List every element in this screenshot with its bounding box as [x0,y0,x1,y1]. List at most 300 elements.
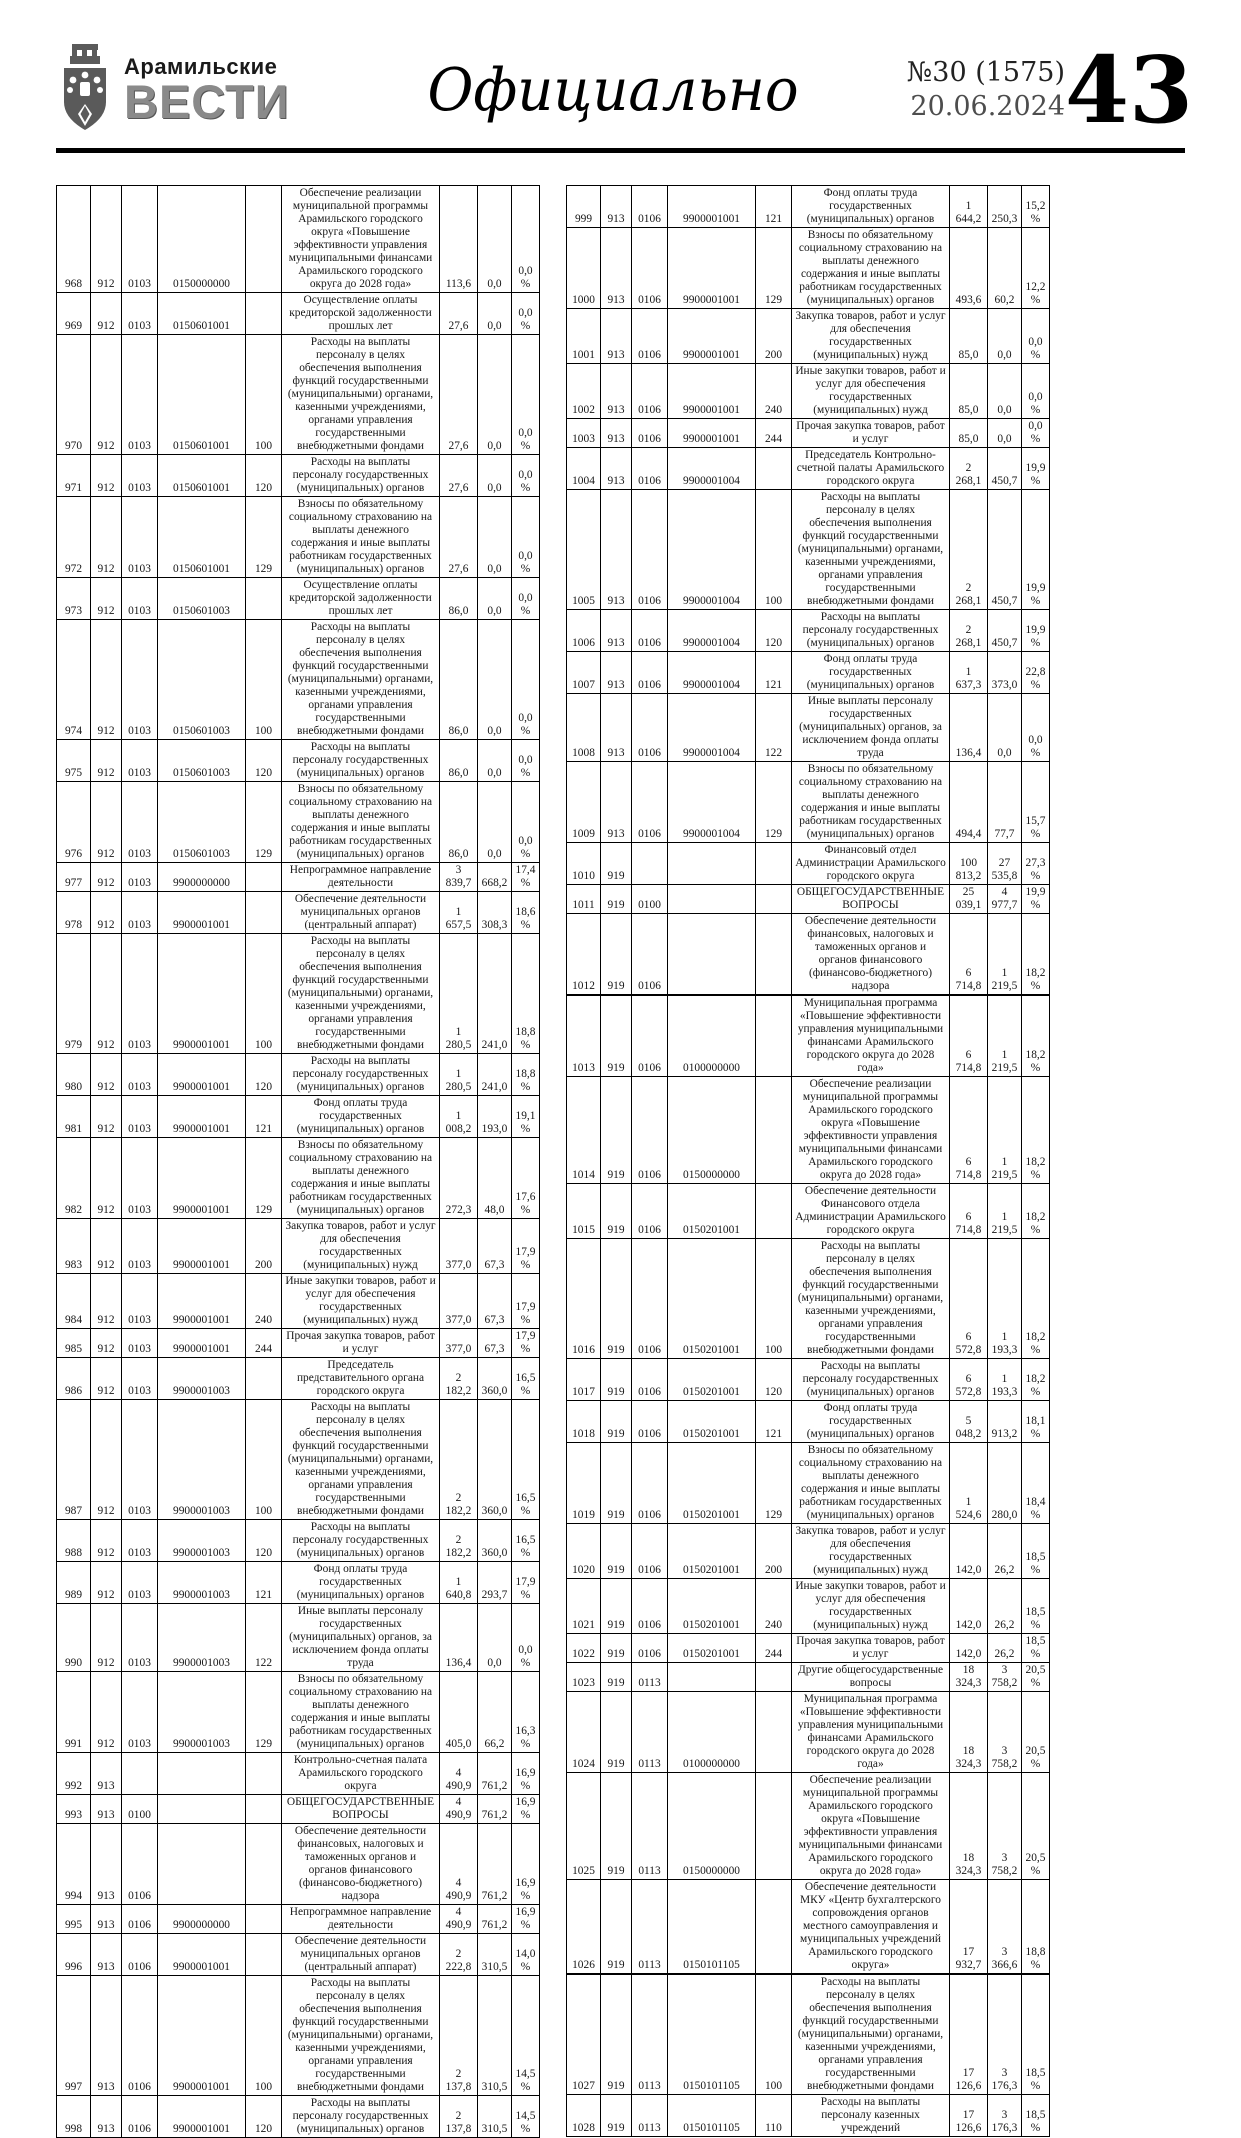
table-row [57,455,540,497]
expense-name: Обеспечение реализации муниципальной программы Арамильского городского округа «Повышение эффективности управления муниципальными финансами Арамильского городского округа до 2028 года» [282,186,440,293]
executed-amount: 761,2 [478,1824,512,1905]
plan-amount: 85,0 [950,309,988,364]
row-number: 1004 [567,448,601,490]
expense-name: Иные выплаты персоналу государственных (муниципальных) органов, за исключением фонда оплаты труда [792,694,950,762]
percent-executed: 19,1% [512,1096,540,1138]
percent-executed: 20,5% [1022,1663,1050,1692]
grbs-code: 913 [601,652,632,694]
executed-amount: 66,2 [478,1672,512,1753]
grbs-code: 913 [601,228,632,309]
expense-type-code: 244 [756,419,792,448]
plan-amount: 405,0 [440,1672,478,1753]
executed-amount: 0,0 [478,782,512,863]
executed-amount: 0,0 [988,419,1022,448]
grbs-code: 919 [601,1579,632,1634]
expense-type-code [246,1795,282,1824]
row-number: 968 [57,186,91,293]
grbs-code: 912 [91,455,122,497]
section-code: 0113 [632,1663,668,1692]
grbs-code: 919 [601,1239,632,1359]
percent-executed: 18,2% [1022,1077,1050,1184]
expense-name: Расходы на выплаты персоналу в целях обеспечения выполнения функций государственными (муниципальными) органами, казенными учреждениями, органами управления государственными внебюджетными фондами [282,620,440,740]
grbs-code: 912 [91,620,122,740]
grbs-code: 913 [91,1795,122,1824]
target-article-code: 0100000000 [668,995,756,1077]
row-number: 985 [57,1329,91,1358]
row-number: 992 [57,1753,91,1795]
percent-executed: 18,5% [1022,1524,1050,1579]
expense-type-code: 240 [756,1579,792,1634]
expense-name: Взносы по обязательному социальному страхованию на выплаты денежного содержания и иные выплаты работникам государственных (муниципальных) органов [282,782,440,863]
section-code: 0103 [122,1358,158,1400]
row-number: 1020 [567,1524,601,1579]
target-article-code: 0150201001 [668,1184,756,1239]
table-row [567,309,1050,364]
row-number: 969 [57,293,91,335]
plan-amount: 2 268,1 [950,448,988,490]
grbs-code: 912 [91,740,122,782]
percent-executed: 16,5% [512,1358,540,1400]
section-code [632,843,668,885]
row-number: 979 [57,934,91,1054]
percent-executed: 18,2% [1022,914,1050,996]
target-article-code: 0100000000 [668,1692,756,1773]
grbs-code: 913 [601,309,632,364]
grbs-code: 919 [601,914,632,996]
table-row [567,843,1050,885]
table-row [57,578,540,620]
target-article-code: 9900001003 [158,1520,246,1562]
expense-name: Расходы на выплаты персоналу государственных (муниципальных) органов [282,1520,440,1562]
expense-type-code: 129 [246,1672,282,1753]
expense-type-code [756,1077,792,1184]
table-row [57,934,540,1054]
grbs-code: 913 [91,1934,122,1976]
table-row [567,1401,1050,1443]
section-title: Официально [427,55,799,125]
grbs-code: 919 [601,1663,632,1692]
percent-executed: 18,1% [1022,1401,1050,1443]
expense-name: Контрольно-счетная палата Арамильского городского округа [282,1753,440,1795]
target-article-code: 0150000000 [668,1773,756,1880]
executed-amount: 27 535,8 [988,843,1022,885]
table-row [57,1824,540,1905]
percent-executed: 17,9% [512,1562,540,1604]
target-article-code: 9900001001 [158,2096,246,2138]
grbs-code: 912 [91,1329,122,1358]
table-row [567,995,1050,1077]
row-number: 1007 [567,652,601,694]
expense-name: Расходы на выплаты персоналу в целях обеспечения выполнения функций государственными (муниципальными) органами, казенными учреждениями, органами управления государственными внебюджетными фондами [792,1239,950,1359]
plan-amount: 86,0 [440,620,478,740]
percent-executed: 19,9% [1022,885,1050,914]
grbs-code: 913 [601,364,632,419]
plan-amount: 6 572,8 [950,1359,988,1401]
budget-table-right [566,185,1050,2137]
target-article-code: 9900001001 [158,934,246,1054]
row-number: 1003 [567,419,601,448]
budget-table-left [56,185,540,2138]
grbs-code: 919 [601,1359,632,1401]
plan-amount: 27,6 [440,497,478,578]
grbs-code: 913 [91,1824,122,1905]
target-article-code: 0150601003 [158,740,246,782]
plan-amount: 85,0 [950,364,988,419]
executed-amount: 0,0 [988,694,1022,762]
table-row [567,1077,1050,1184]
target-article-code: 9900001001 [158,1096,246,1138]
row-number: 1027 [567,1974,601,2095]
expense-type-code [756,843,792,885]
row-number: 988 [57,1520,91,1562]
expense-name: Расходы на выплаты персоналу государственных (муниципальных) органов [792,1359,950,1401]
expense-name: Прочая закупка товаров, работ и услуг [282,1329,440,1358]
target-article-code: 9900001003 [158,1400,246,1520]
section-code: 0106 [632,1077,668,1184]
plan-amount: 18 324,3 [950,1692,988,1773]
percent-executed: 0,0% [512,335,540,455]
expense-type-code: 122 [246,1604,282,1672]
section-code: 0106 [632,1359,668,1401]
table-row [567,694,1050,762]
expense-name: Закупка товаров, работ и услуг для обеспечения государственных (муниципальных) нужд [282,1219,440,1274]
executed-amount: 1 219,5 [988,995,1022,1077]
target-article-code: 0150000000 [668,1077,756,1184]
grbs-code: 912 [91,1604,122,1672]
grbs-code: 919 [601,1634,632,1663]
percent-executed: 0,0% [512,782,540,863]
plan-amount: 6 714,8 [950,995,988,1077]
expense-name: Прочая закупка товаров, работ и услуг [792,419,950,448]
grbs-code: 912 [91,1138,122,1219]
percent-executed: 18,8% [1022,1880,1050,1975]
grbs-code: 912 [91,782,122,863]
section-code: 0106 [632,1239,668,1359]
percent-executed: 18,6% [512,892,540,934]
section-code: 0113 [632,2095,668,2137]
plan-amount: 142,0 [950,1524,988,1579]
table-row [57,1219,540,1274]
table-row [567,610,1050,652]
target-article-code: 0150101105 [668,1974,756,2095]
expense-type-code [756,885,792,914]
row-number: 1022 [567,1634,601,1663]
section-code: 0103 [122,934,158,1054]
target-article-code: 0150601001 [158,335,246,455]
executed-amount: 193,0 [478,1096,512,1138]
grbs-code: 912 [91,934,122,1054]
percent-executed: 17,9% [512,1274,540,1329]
executed-amount: 48,0 [478,1138,512,1219]
expense-name: Обеспечение реализации муниципальной программы Арамильского городского округа «Повышение эффективности управления муниципальными финансами Арамильского городского округа до 2028 года» [792,1077,950,1184]
percent-executed: 18,8% [512,934,540,1054]
section-code: 0106 [632,364,668,419]
section-code: 0113 [632,1880,668,1975]
plan-amount: 1 524,6 [950,1443,988,1524]
executed-amount: 310,5 [478,2096,512,2138]
row-number: 987 [57,1400,91,1520]
expense-type-code: 121 [756,1401,792,1443]
expense-name: Расходы на выплаты персоналу государственных (муниципальных) органов [792,610,950,652]
row-number: 1014 [567,1077,601,1184]
table-row [567,1579,1050,1634]
percent-executed: 0,0% [512,455,540,497]
target-article-code: 9900001004 [668,652,756,694]
expense-type-code: 100 [756,490,792,610]
grbs-code: 912 [91,1672,122,1753]
target-article-code [668,914,756,996]
expense-name: Взносы по обязательному социальному страхованию на выплаты денежного содержания и иные выплаты работникам государственных (муниципальных) органов [792,228,950,309]
expense-name: Непрограммное направление деятельности [282,863,440,892]
row-number: 1025 [567,1773,601,1880]
section-code: 0106 [632,1524,668,1579]
executed-amount: 4 977,7 [988,885,1022,914]
executed-amount: 0,0 [478,497,512,578]
row-number: 977 [57,863,91,892]
expense-name: Обеспечение деятельности муниципальных органов (центральный аппарат) [282,1934,440,1976]
expense-type-code [246,863,282,892]
plan-amount: 2 182,2 [440,1400,478,1520]
table-row [567,1663,1050,1692]
expense-type-code: 121 [756,652,792,694]
percent-executed: 22,8% [1022,652,1050,694]
expense-name: Председатель представительного органа городского округа [282,1358,440,1400]
executed-amount: 77,7 [988,762,1022,843]
executed-amount: 3 366,6 [988,1880,1022,1975]
executed-amount: 373,0 [988,652,1022,694]
expense-type-code [756,1692,792,1773]
target-article-code: 9900001003 [158,1672,246,1753]
row-number: 1028 [567,2095,601,2137]
target-article-code: 9900001003 [158,1562,246,1604]
expense-type-code: 129 [246,782,282,863]
target-article-code: 9900001001 [668,186,756,228]
table-row [567,1773,1050,1880]
row-number: 997 [57,1976,91,2096]
grbs-code: 912 [91,1562,122,1604]
plan-amount: 1 008,2 [440,1096,478,1138]
grbs-code: 919 [601,1443,632,1524]
section-code: 0106 [632,186,668,228]
percent-executed: 0,0% [512,497,540,578]
executed-amount: 67,3 [478,1274,512,1329]
section-code: 0113 [632,1974,668,2095]
expense-name: Расходы на выплаты персоналу казенных учреждений [792,2095,950,2137]
row-number: 1021 [567,1579,601,1634]
row-number: 982 [57,1138,91,1219]
section-code: 0106 [632,448,668,490]
section-code: 0103 [122,892,158,934]
target-article-code: 0150601003 [158,620,246,740]
expense-name: Муниципальная программа «Повышение эффективности управления муниципальными финансами Арамильского городского округа до 2028 года» [792,1692,950,1773]
target-article-code [668,1663,756,1692]
issue-number: №30 (1575) [906,57,1065,89]
table-row [567,1634,1050,1663]
section-code: 0100 [632,885,668,914]
target-article-code: 9900001003 [158,1358,246,1400]
plan-amount: 17 126,6 [950,2095,988,2137]
table-row [567,448,1050,490]
expense-type-code [246,1905,282,1934]
expense-type-code [756,914,792,996]
executed-amount: 761,2 [478,1753,512,1795]
percent-executed: 18,5% [1022,2095,1050,2137]
executed-amount: 26,2 [988,1524,1022,1579]
percent-executed: 17,4% [512,863,540,892]
plan-amount: 27,6 [440,335,478,455]
table-row [57,1274,540,1329]
plan-amount: 86,0 [440,740,478,782]
grbs-code: 919 [601,1880,632,1975]
percent-executed: 16,5% [512,1520,540,1562]
expense-name: Расходы на выплаты персоналу государственных (муниципальных) органов [282,2096,440,2138]
target-article-code: 9900001004 [668,490,756,610]
target-article-code: 9900000000 [158,1905,246,1934]
expense-name: Расходы на выплаты персоналу в целях обеспечения выполнения функций государственными (муниципальными) органами, казенными учреждениями, органами управления государственными внебюджетными фондами [792,1974,950,2095]
expense-name: ОБЩЕГОСУДАРСТВЕННЫЕ ВОПРОСЫ [282,1795,440,1824]
executed-amount: 0,0 [478,335,512,455]
coat-of-arms-icon [56,42,114,139]
plan-amount: 142,0 [950,1634,988,1663]
row-number: 1019 [567,1443,601,1524]
expense-name: Расходы на выплаты персоналу в целях обеспечения выполнения функций государственными (муниципальными) органами, казенными учреждениями, органами управления государственными внебюджетными фондами [282,1976,440,2096]
percent-executed: 12,2% [1022,228,1050,309]
grbs-code: 913 [91,1753,122,1795]
row-number: 990 [57,1604,91,1672]
target-article-code [158,1795,246,1824]
section-code: 0103 [122,1520,158,1562]
expense-type-code [756,1880,792,1975]
percent-executed: 19,9% [1022,610,1050,652]
row-number: 1008 [567,694,601,762]
expense-name: Осуществление оплаты кредиторской задолженности прошлых лет [282,293,440,335]
target-article-code: 9900001001 [158,1138,246,1219]
table-row [57,863,540,892]
table-row [567,1443,1050,1524]
expense-name: Расходы на выплаты персоналу в целях обеспечения выполнения функций государственными (муниципальными) органами, казенными учреждениями, органами управления государственными внебюджетными фондами [282,335,440,455]
percent-executed: 17,9% [512,1329,540,1358]
row-number: 1006 [567,610,601,652]
row-number: 1005 [567,490,601,610]
row-number: 1002 [567,364,601,419]
grbs-code: 913 [91,2096,122,2138]
plan-amount: 1 280,5 [440,934,478,1054]
expense-type-code: 100 [246,335,282,455]
plan-amount: 1 640,8 [440,1562,478,1604]
expense-name: Закупка товаров, работ и услуг для обеспечения государственных (муниципальных) нужд [792,309,950,364]
executed-amount: 0,0 [988,309,1022,364]
expense-name: Иные закупки товаров, работ и услуг для обеспечения государственных (муниципальных) нужд [792,364,950,419]
table-row [57,740,540,782]
expense-type-code: 129 [246,497,282,578]
expense-type-code [246,186,282,293]
grbs-code: 913 [601,186,632,228]
row-number: 993 [57,1795,91,1824]
row-number: 1015 [567,1184,601,1239]
expense-type-code: 240 [246,1274,282,1329]
executed-amount: 310,5 [478,1934,512,1976]
target-article-code: 0150201001 [668,1524,756,1579]
section-code [122,1753,158,1795]
expense-type-code: 120 [246,1054,282,1096]
section-code: 0103 [122,1400,158,1520]
percent-executed: 15,7% [1022,762,1050,843]
table-row [567,914,1050,996]
table-row [57,335,540,455]
executed-amount: 450,7 [988,610,1022,652]
grbs-code: 913 [601,610,632,652]
grbs-code: 912 [91,1520,122,1562]
expense-type-code: 121 [246,1096,282,1138]
plan-amount: 5 048,2 [950,1401,988,1443]
expense-type-code: 121 [246,1562,282,1604]
expense-type-code [246,1934,282,1976]
target-article-code: 0150101105 [668,1880,756,1975]
plan-amount: 2 268,1 [950,610,988,652]
expense-name: Иные закупки товаров, работ и услуг для обеспечения государственных (муниципальных) нужд [282,1274,440,1329]
expense-name: Взносы по обязательному социальному страхованию на выплаты денежного содержания и иные выплаты работникам государственных (муниципальных) органов [282,1138,440,1219]
row-number: 972 [57,497,91,578]
row-number: 986 [57,1358,91,1400]
row-number: 975 [57,740,91,782]
target-article-code: 9900001001 [158,1934,246,1976]
plan-amount: 4 490,9 [440,1905,478,1934]
row-number: 976 [57,782,91,863]
section-code: 0103 [122,578,158,620]
row-number: 991 [57,1672,91,1753]
executed-amount: 0,0 [478,455,512,497]
expense-type-code: 122 [756,694,792,762]
expense-name: Закупка товаров, работ и услуг для обеспечения государственных (муниципальных) нужд [792,1524,950,1579]
table-row [567,1974,1050,2095]
row-number: 1024 [567,1692,601,1773]
table-row [57,1934,540,1976]
table-row [57,1795,540,1824]
expense-type-code: 129 [246,1138,282,1219]
expense-name: Расходы на выплаты персоналу в целях обеспечения выполнения функций государственными (муниципальными) органами, казенными учреждениями, органами управления государственными внебюджетными фондами [282,934,440,1054]
expense-name: Фонд оплаты труда государственных (муниципальных) органов [792,186,950,228]
section-code: 0106 [632,1401,668,1443]
plan-amount: 6 714,8 [950,914,988,996]
section-code: 0103 [122,1672,158,1753]
expense-type-code [246,578,282,620]
section-code: 0106 [632,1443,668,1524]
plan-amount: 136,4 [950,694,988,762]
executed-amount: 450,7 [988,490,1022,610]
expense-type-code [246,1358,282,1400]
executed-amount: 1 219,5 [988,1077,1022,1184]
percent-executed: 19,9% [1022,448,1050,490]
section-code: 0103 [122,1329,158,1358]
table-row [57,2096,540,2138]
table-columns [56,185,1185,2138]
expense-type-code: 200 [756,309,792,364]
section-code: 0106 [122,1905,158,1934]
grbs-code: 912 [91,892,122,934]
grbs-code: 913 [601,448,632,490]
expense-type-code: 100 [246,1400,282,1520]
expense-type-code: 200 [756,1524,792,1579]
percent-executed: 17,9% [512,1219,540,1274]
plan-amount: 1 657,5 [440,892,478,934]
row-number: 998 [57,2096,91,2138]
target-article-code [668,885,756,914]
grbs-code: 919 [601,1524,632,1579]
table-row [567,1239,1050,1359]
grbs-code: 919 [601,2095,632,2137]
percent-executed: 27,3% [1022,843,1050,885]
plan-amount: 86,0 [440,578,478,620]
